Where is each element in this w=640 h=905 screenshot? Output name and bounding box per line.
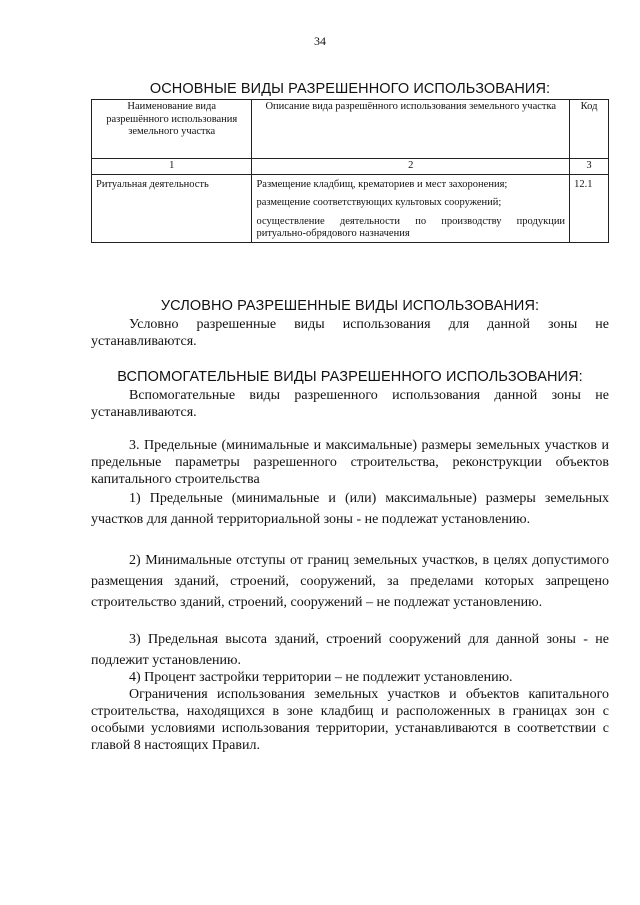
column-number: 3 xyxy=(570,159,609,175)
auxiliary-uses-heading: ВСПОМОГАТЕЛЬНЫЕ ВИДЫ РАЗРЕШЕННОГО ИСПОЛЬЗОВАНИЯ: xyxy=(117,369,583,385)
description-item: Размещение кладбищ, крематориев и мест захоронения; xyxy=(256,178,508,190)
limit-item-3: 3) Предельная высота зданий, строений сооружений для данной зоны - не подлежит установлению. xyxy=(91,632,609,668)
column-number: 2 xyxy=(252,159,570,175)
page-number: 34 xyxy=(314,34,326,48)
conditional-uses-text: Условно разрешенные виды использования для данной зоны не устанавливаются. xyxy=(91,317,609,349)
limit-item-1: 1) Предельные (минимальные и (или) максимальные) размеры земельных участков для данной территориальной зоны - не подлежат установлению. xyxy=(91,491,609,527)
column-number: 1 xyxy=(92,159,252,175)
description-item: осуществление деятельности по производству продукции ритуально-обрядового назначения xyxy=(256,215,566,239)
description-item: размещение соответствующих культовых сооружений; xyxy=(256,197,502,208)
restrictions-paragraph: Ограничения использования земельных участков и объектов капитального строительства, находящихся в зоне кладбищ и расположенных в границах зон с особыми условиями использования территории, устанавливаются в соответствии с главой 8 настоящих Правил. xyxy=(91,687,609,753)
limit-item-2: 2) Минимальные отступы от границ земельных участков, в целях допустимого размещения зданий, строений, сооружений, за пределами которых запрещено строительство зданий, строений, сооружений – не подлежат установлению. xyxy=(91,553,609,610)
auxiliary-uses-text: Вспомогательные виды разрешенного использования данной зоны не устанавливаются. xyxy=(91,388,609,420)
use-name: Ритуальная деятельность xyxy=(92,174,252,242)
table-header-row xyxy=(92,100,609,159)
header-code: Код xyxy=(570,100,609,159)
conditional-uses-heading: УСЛОВНО РАЗРЕШЕННЫЕ ВИДЫ ИСПОЛЬЗОВАНИЯ: xyxy=(160,298,540,314)
header-name: Наименование вида разрешённого использования земельного участка xyxy=(92,100,252,159)
header-description: Описание вида разрешённого использования земельного участка xyxy=(252,100,570,159)
use-code: 12.1 xyxy=(570,174,609,242)
table-row xyxy=(92,174,609,242)
limit-item-4: 4) Процент застройки территории – не подлежит установлению. xyxy=(129,670,513,685)
section-3-paragraph: 3. Предельные (минимальные и максимальные) размеры земельных участков и предельные параметры разрешенного строительства, реконструкции объектов капитального строительства xyxy=(91,438,609,487)
table-number-row xyxy=(92,159,609,175)
use-description xyxy=(252,174,570,242)
main-uses-heading: ОСНОВНЫЕ ВИДЫ РАЗРЕШЕННОГО ИСПОЛЬЗОВАНИЯ: xyxy=(149,81,551,97)
land-use-table xyxy=(91,99,609,243)
